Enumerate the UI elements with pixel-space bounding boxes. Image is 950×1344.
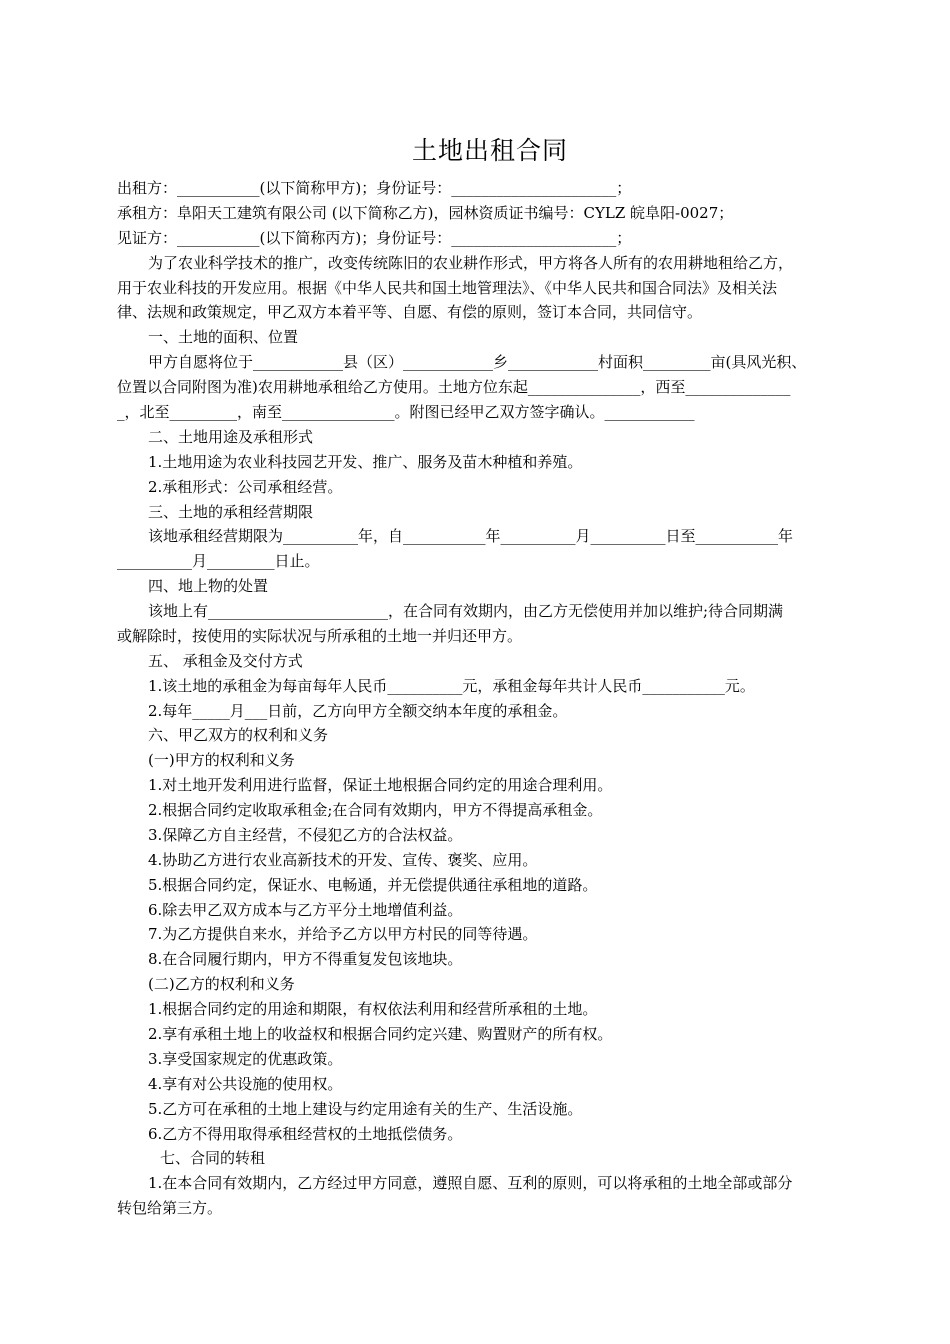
preamble-line-1: 为了农业科学技术的推广，改变传统陈旧的农业耕作形式，甲方将各人所有的农用耕地租给乙方， (148, 254, 794, 272)
section-2-item-1: 1.土地用途为农业科技园艺开发、推广、服务及苗木种植和养殖。 (148, 453, 583, 471)
party-b-item-3: 3.享受国家规定的优惠政策。 (148, 1050, 343, 1068)
section-7-heading: 七、合同的转租 (160, 1149, 266, 1167)
section-5-item-1: 1.该土地的承租金为每亩每年人民币__________元，承租金每年共计人民币___________元。 (148, 677, 755, 695)
section-2-item-2: 2.承租形式：公司承租经营。 (148, 478, 343, 496)
lessee-line: 承租方：阜阳天工建筑有限公司 (以下简称乙方)，园林资质证书编号：CYLZ 皖阜阳-0027； (117, 204, 734, 222)
section-1-heading: 一、土地的面积、位置 (148, 328, 299, 346)
party-b-item-4: 4.享有对公共设施的使用权。 (148, 1075, 343, 1093)
section-7-line-1: 1.在本合同有效期内，乙方经过甲方同意，遵照自愿、互利的原则，可以将承租的土地全部或部分 (148, 1174, 793, 1192)
preamble-line-3: 律、法规和政策规定，甲乙双方本着平等、自愿、有偿的原则，签订本合同，共同信守。 (117, 303, 703, 321)
lessor-line: 出租方：___________(以下简称甲方)；身份证号：______________________； (117, 179, 632, 197)
party-a-item-2: 2.根据合同约定收取承租金;在合同有效期内，甲方不得提高承租金。 (148, 801, 603, 819)
witness-line: 见证方：___________(以下简称丙方)；身份证号：______________________； (117, 229, 632, 247)
party-b-item-2: 2.享有承租土地上的收益权和根据合同约定兴建、购置财产的所有权。 (148, 1025, 613, 1043)
section-1-line-3: _，北至_________，南至_______________。附图已经甲乙双方签字确认。____________ (117, 403, 695, 421)
section-3-line-1: 该地承租经营期限为__________年，自___________年__________月__________日至___________年 (148, 527, 794, 545)
section-4-line-2: 或解除时，按使用的实际状况与所承租的土地一并归还甲方。 (117, 627, 523, 645)
party-a-item-7: 7.为乙方提供自来水，并给予乙方以甲方村民的同等待遇。 (148, 925, 538, 943)
party-a-item-4: 4.协助乙方进行农业高新技术的开发、宣传、褒奖、应用。 (148, 851, 538, 869)
party-a-item-5: 5.根据合同约定，保证水、电畅通，并无偿提供通往承租地的道路。 (148, 876, 598, 894)
section-2-heading: 二、土地用途及承租形式 (148, 428, 314, 446)
section-4-heading: 四、地上物的处置 (148, 577, 269, 595)
section-7-line-2: 转包给第三方。 (117, 1199, 223, 1217)
party-a-item-3: 3.保障乙方自主经营，不侵犯乙方的合法权益。 (148, 826, 463, 844)
party-a-heading: (一)甲方的权利和义务 (148, 751, 295, 769)
section-1-line-1: 甲方自愿将位于____________县（区）____________乡____________村面积_________亩(具风光积、 (148, 353, 807, 371)
document-title: 土地出租合同 (411, 136, 568, 165)
party-a-item-8: 8.在合同履行期内，甲方不得重复发包该地块。 (148, 950, 463, 968)
section-3-line-2: __________月_________日止。 (117, 552, 320, 570)
section-5-heading: 五、 承租金及交付方式 (148, 652, 303, 670)
section-6-heading: 六、甲乙双方的权利和义务 (148, 726, 329, 744)
party-b-heading: (二)乙方的权利和义务 (148, 975, 295, 993)
party-a-item-1: 1.对土地开发利用进行监督，保证土地根据合同约定的用途合理利用。 (148, 776, 613, 794)
preamble-line-2: 用于农业科技的开发应用。根据《中华人民共和国土地管理法》、《中华人民共和国合同法》及相关法 (117, 279, 778, 297)
section-1-line-2: 位置以合同附图为准)农用耕地承租给乙方使用。土地方位东起_______________，西至______________ (117, 378, 791, 396)
section-4-line-1: 该地上有________________________，在合同有效期内，由乙方无偿使用并加以维护;待合同期满 (148, 602, 784, 620)
section-3-heading: 三、土地的承租经营期限 (148, 503, 314, 521)
party-a-item-6: 6.除去甲乙双方成本与乙方平分土地增值利益。 (148, 901, 463, 919)
section-5-item-2: 2.每年_____月___日前，乙方向甲方全额交纳本年度的承租金。 (148, 702, 568, 720)
party-b-item-5: 5.乙方可在承租的土地上建设与约定用途有关的生产、生活设施。 (148, 1100, 583, 1118)
party-b-item-1: 1.根据合同约定的用途和期限，有权依法利用和经营所承租的土地。 (148, 1000, 598, 1018)
party-b-item-6: 6.乙方不得用取得承租经营权的土地抵偿债务。 (148, 1125, 463, 1143)
